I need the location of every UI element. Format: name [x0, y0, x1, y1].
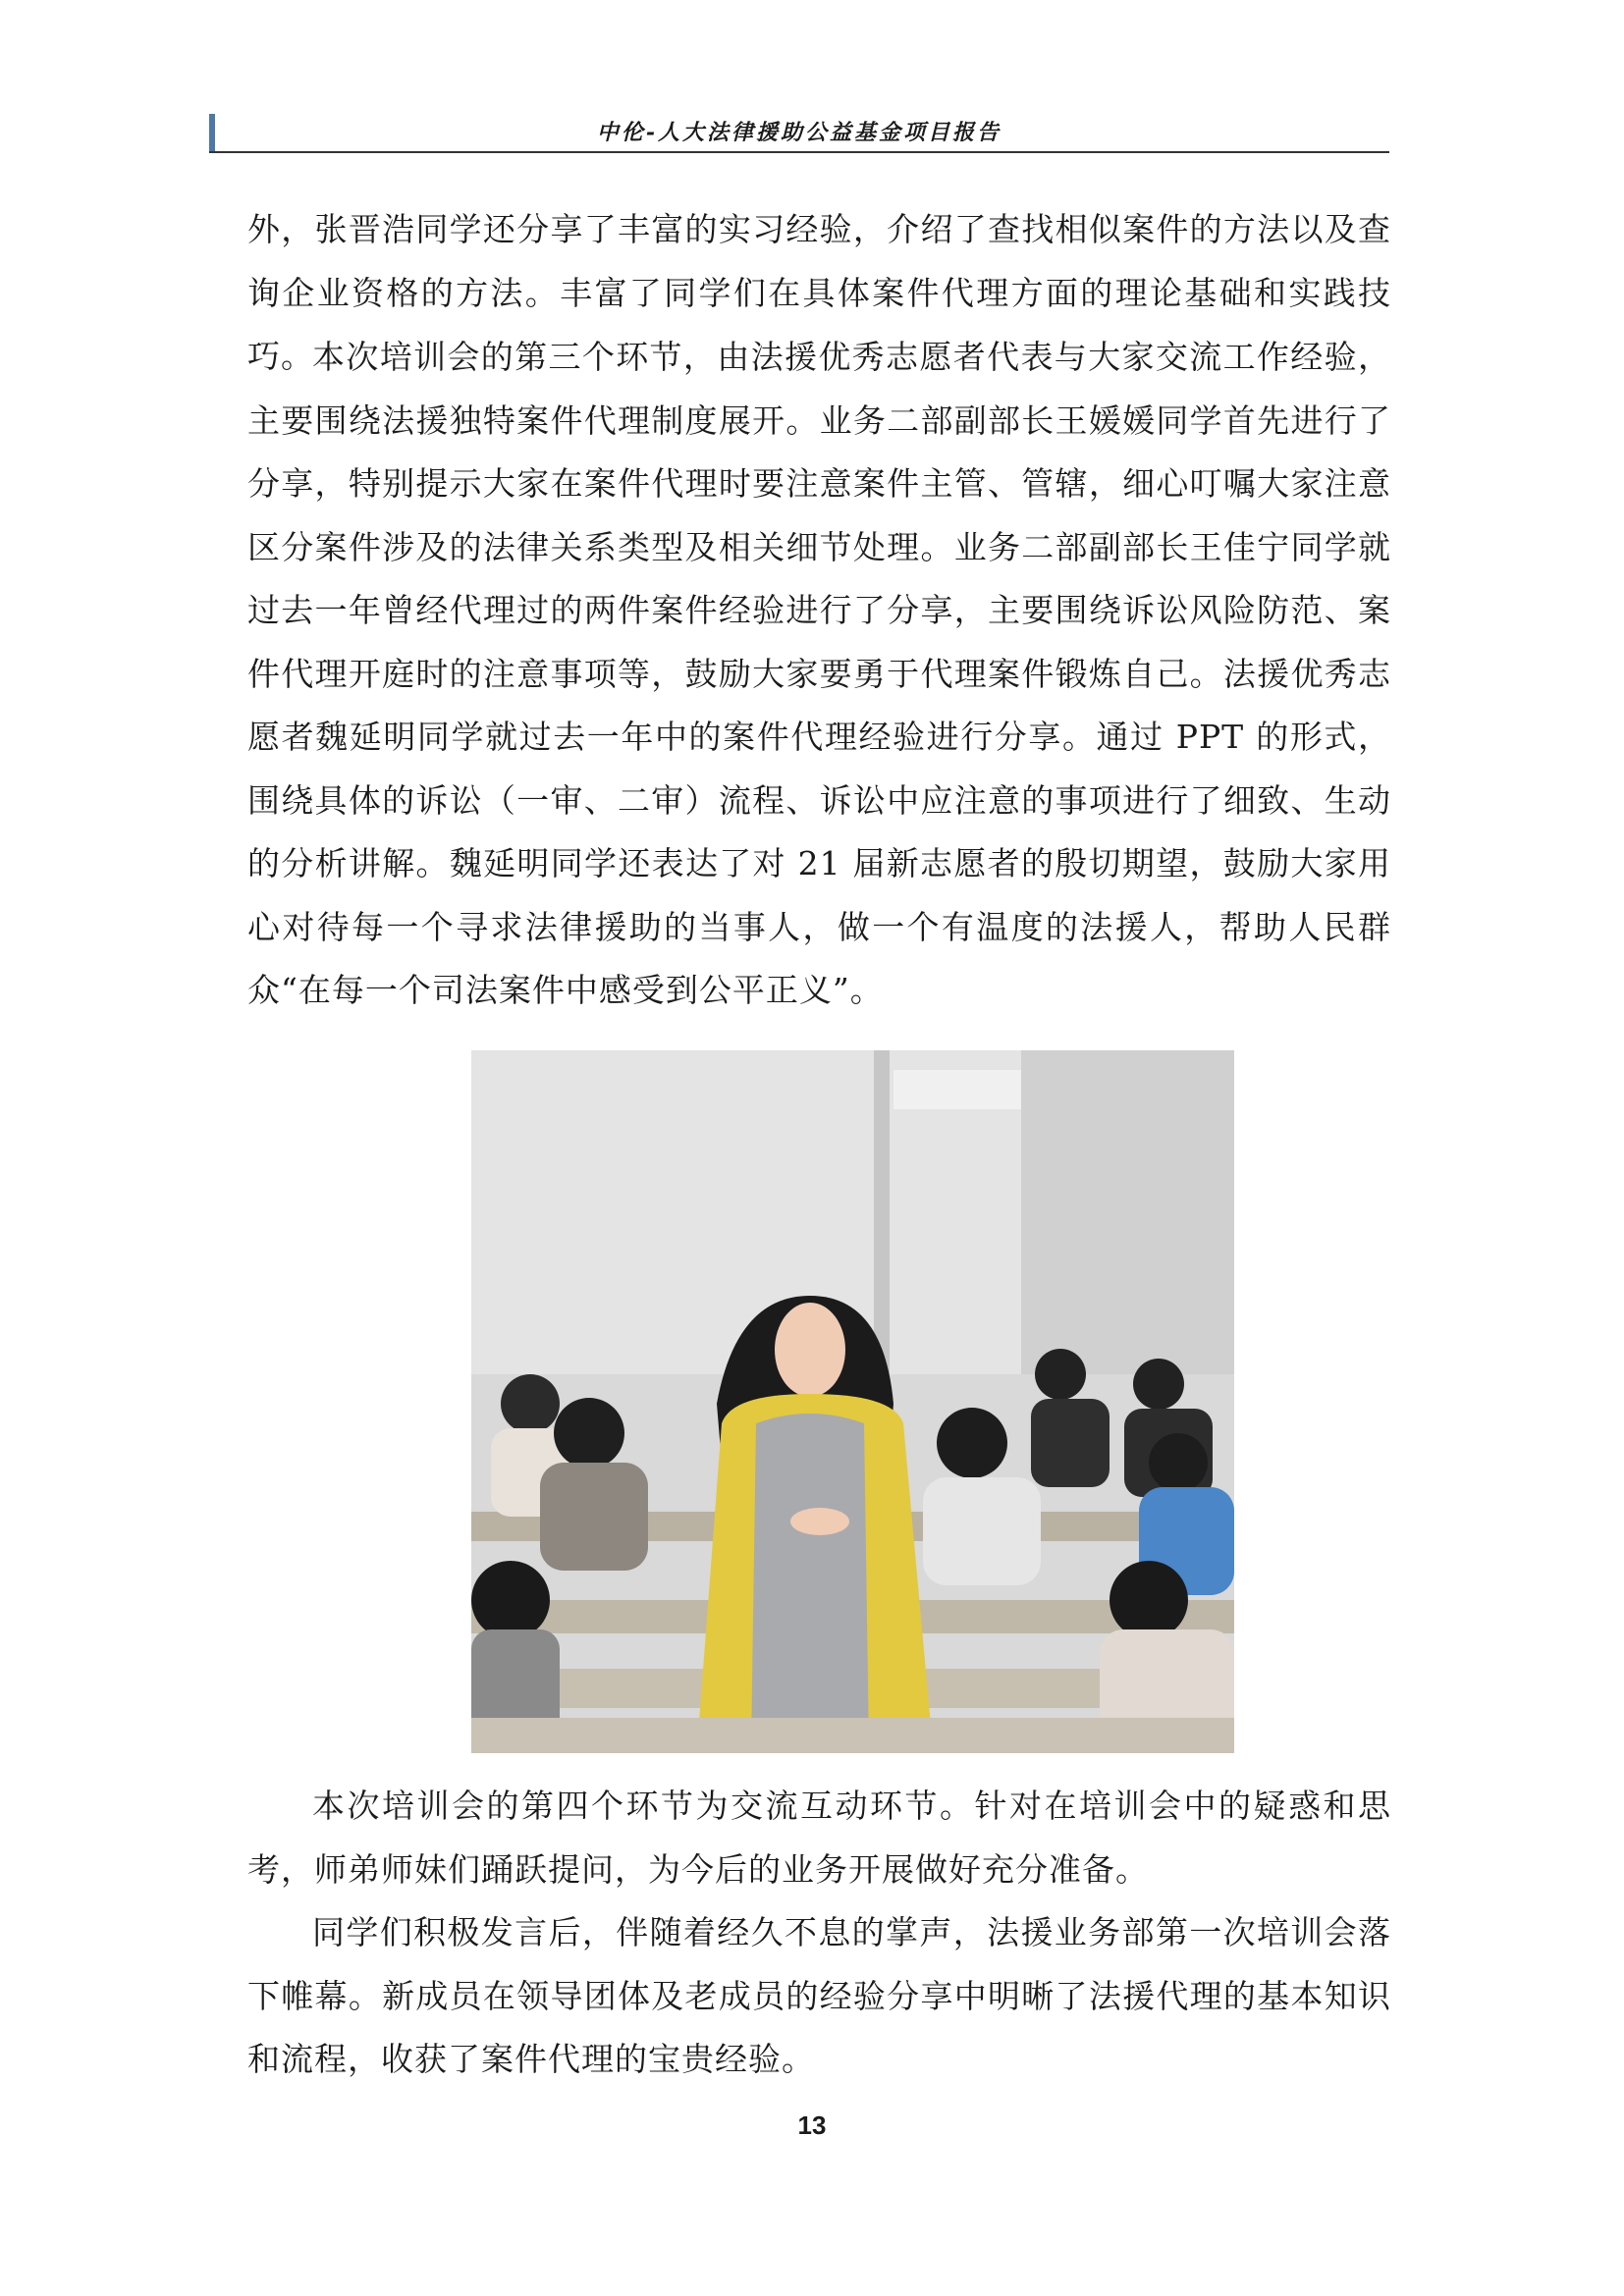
page-header: [209, 114, 1389, 153]
classroom-photo-illustration: [471, 1050, 1234, 1753]
page-number: 13: [797, 2110, 827, 2140]
paragraph-continuation: 外，张晋浩同学还分享了丰富的实习经验，介绍了查找相似案件的方法以及查询企业资格的方法。丰富了同学们在具体案件代理方面的理论基础和实践技巧。: [247, 210, 1391, 375]
classroom-photo: [471, 1050, 1234, 1753]
header-divider: [209, 151, 1389, 153]
paragraph-fourth-session: 本次培训会的第四个环节为交流互动环节。针对在培训会中的疑惑和思考，师弟师妹们踊跃提问，为今后的业务开展做好充分准备。: [247, 1787, 1391, 1889]
paragraph-conclusion: 同学们积极发言后，伴随着经久不息的掌声，法援业务部第一次培训会落下帷幕。新成员在领导团体及老成员的经验分享中明晰了法援代理的基本知识和流程，收获了案件代理的宝贵经验。: [247, 1913, 1391, 2078]
header-title: 中伦-人大法律援助公益基金项目报告: [596, 120, 1002, 145]
paragraph-third-session: 本次培训会的第三个环节，由法援优秀志愿者代表与大家交流工作经验，主要围绕法援独特案件代理制度展开。业务二部副部长王媛媛同学首先进行了分享，特别提示大家在案件代理时要注意案件主管、管辖，细心叮嘱大家注意区分案件涉及的法律关系类型及相关细节处理。业务二部副部长王佳宁同学就过去一年曾经代理过的两件案件经验进行了分享，主要围绕诉讼风险防范、案件代理开庭时的注意事项等，鼓励大家要勇于代理案件锻炼自己。法援优秀志愿者魏延明同学就过去一年中的案件代理经验进行分享。通过 PPT 的形式，围绕具体的诉讼（一审、二审）流程、诉讼中应注意的事项进行了细致、生动的分析讲解。魏延明同学还表达了对 21 届新志愿者的殷切期望，鼓励大家用心对待每一个寻求法律援助的当事人，做一个有温度的法援人，帮助人民群众“在每一个司法案件中感受到公平正义”。: [247, 338, 1391, 1009]
